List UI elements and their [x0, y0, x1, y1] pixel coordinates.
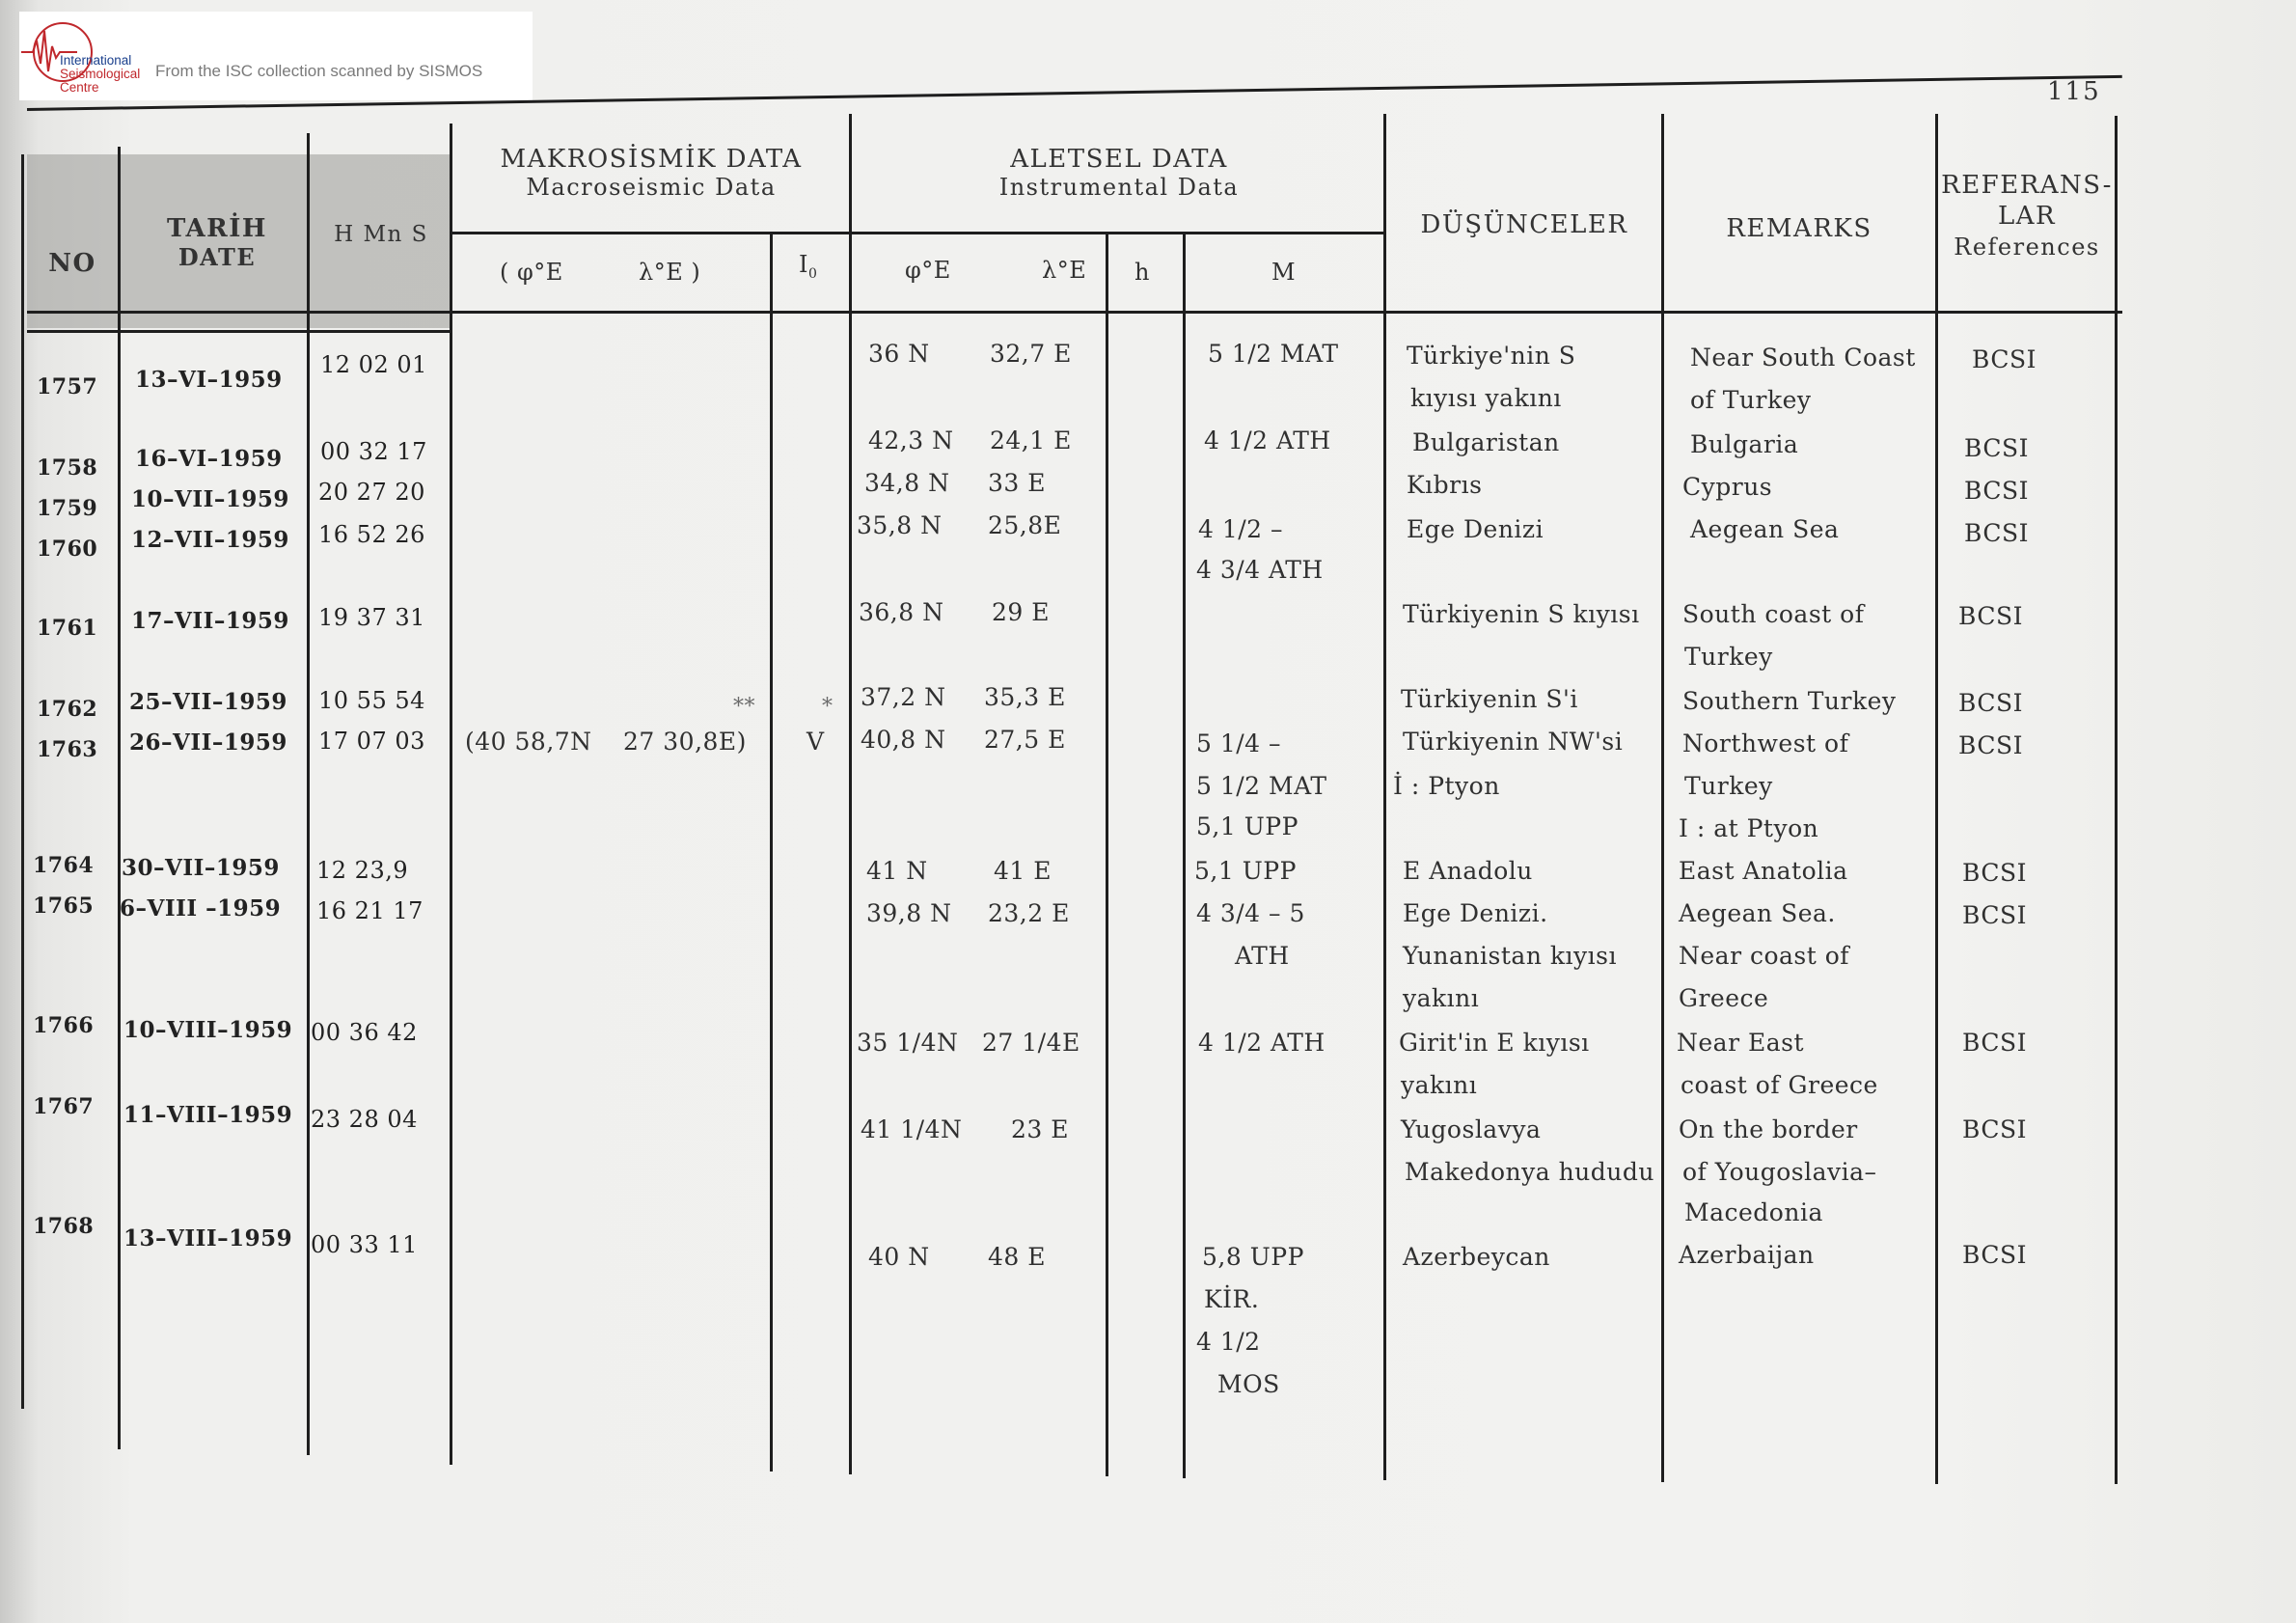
header-macro-lat: ( φ°E — [500, 259, 563, 286]
row-1757-ref: BCSI — [1972, 345, 2036, 373]
row-1768-no: 1768 — [33, 1214, 95, 1239]
row-1757-no: 1757 — [37, 374, 98, 399]
banner-caption: From the ISC collection scanned by SISMOS — [155, 62, 483, 80]
row-1766-date: 10–VIII–1959 — [123, 1017, 293, 1043]
row-1757-mag-0: 5 1/2 MAT — [1208, 340, 1339, 368]
row-1766-lon: 27 1/4E — [982, 1029, 1080, 1057]
row-1757-en-1: of Turkey — [1690, 386, 1812, 414]
row-1767-en-0: On the border — [1679, 1115, 1858, 1143]
row-1760-date: 12–VII–1959 — [131, 527, 289, 553]
row-1760-en-0: Aegean Sea — [1690, 515, 1840, 543]
row-1767-time: 23 28 04 — [311, 1106, 418, 1133]
row-1765-no: 1765 — [33, 894, 95, 919]
row-1761-time: 19 37 31 — [318, 604, 425, 631]
header-references: REFERANS- LAR References — [1941, 171, 2113, 261]
row-1762-lon: 35,3 E — [984, 683, 1066, 711]
header-instr-tr: ALETSEL DATA — [1010, 145, 1228, 174]
row-1758-mag-0: 4 1/2 ATH — [1204, 426, 1331, 454]
header-date-tr: TARİH — [167, 214, 267, 243]
row-1767-lon: 23 E — [1011, 1115, 1070, 1143]
row-1765-lon: 23,2 E — [988, 899, 1070, 927]
row-1757-time: 12 02 01 — [320, 351, 427, 378]
row-1767-no: 1767 — [33, 1094, 95, 1119]
row-1768-en-0: Azerbaijan — [1679, 1241, 1815, 1269]
row-1762-no: 1762 — [37, 697, 98, 722]
row-1765-tr-0: Ege Denizi. — [1403, 899, 1548, 927]
row-1764-time: 12 23,9 — [316, 857, 409, 884]
col-line-no — [118, 147, 121, 1449]
row-1758-no: 1758 — [37, 455, 98, 481]
row-1758-date: 16–VI–1959 — [135, 446, 283, 472]
row-1757-tr-1: kıyısı yakını — [1410, 384, 1562, 412]
row-1765-en-1: Near coast of — [1679, 942, 1850, 970]
row-1765-mag-1: ATH — [1235, 942, 1290, 970]
header-instr-lon: λ°E — [1042, 257, 1087, 284]
row-1766-en-0: Near East — [1677, 1029, 1805, 1057]
row-1757-lon: 32,7 E — [990, 340, 1072, 368]
isc-banner — [19, 12, 533, 100]
row-1757-en-0: Near South Coast — [1690, 344, 1916, 371]
row-1763-en-0: Northwest of — [1682, 729, 1849, 757]
col-line-thoughts — [1661, 114, 1664, 1482]
col-line-macro-i — [770, 232, 773, 1472]
row-1763-lon: 27,5 E — [984, 726, 1066, 754]
col-line-remarks — [1935, 114, 1938, 1484]
row-1760-time: 16 52 26 — [318, 521, 425, 548]
row-1762-star: * — [822, 695, 834, 719]
row-1766-mag-0: 4 1/2 ATH — [1198, 1029, 1326, 1057]
row-1763-tr-0: Türkiyenin NW'si — [1403, 728, 1624, 756]
row-1758-lat: 42,3 N — [868, 426, 954, 454]
header-macro-tr: MAKROSİSMİK DATA — [500, 145, 803, 174]
header-instrumental — [859, 145, 1380, 201]
row-1762-en-0: Southern Turkey — [1682, 687, 1897, 715]
page-number: 115 — [2047, 77, 2101, 106]
row-1763-macro-lat: (40 58,7N — [465, 728, 592, 756]
row-1767-lat: 41 1/4N — [861, 1115, 963, 1143]
col-line-date — [307, 133, 310, 1455]
row-1758-en-0: Bulgaria — [1690, 430, 1799, 458]
row-1759-time: 20 27 20 — [318, 479, 425, 506]
row-1764-lat: 41 N — [866, 857, 928, 885]
header-macro — [463, 145, 839, 201]
row-1768-time: 00 33 11 — [311, 1231, 418, 1258]
row-1768-lon: 48 E — [988, 1243, 1047, 1271]
row-1763-en-1: Turkey — [1684, 772, 1773, 800]
row-1759-ref: BCSI — [1964, 477, 2029, 505]
header-time: H Mn S — [334, 222, 428, 247]
row-1761-en-1: Turkey — [1684, 643, 1773, 671]
row-1760-lon: 25,8E — [988, 511, 1062, 539]
col-line-right — [2115, 116, 2118, 1484]
row-1766-lat: 35 1/4N — [857, 1029, 959, 1057]
row-1759-date: 10–VII–1959 — [131, 486, 289, 512]
row-1768-mag-2: 4 1/2 — [1196, 1328, 1261, 1356]
row-1768-mag-0: 5,8 UPP — [1202, 1243, 1304, 1271]
row-1758-lon: 24,1 E — [990, 426, 1072, 454]
header-depth: h — [1134, 259, 1150, 286]
row-1761-tr-0: Türkiyenin S kıyısı — [1403, 600, 1640, 628]
row-1759-lat: 34,8 N — [864, 469, 950, 497]
row-1761-no: 1761 — [37, 616, 98, 641]
row-1760-mag-1: 4 3/4 ATH — [1196, 556, 1324, 584]
row-1763-tr-1: İ : Ptyon — [1393, 772, 1500, 800]
row-1761-lat: 36,8 N — [859, 598, 944, 626]
header-date-en: DATE — [178, 243, 257, 271]
header-macro-en: Macroseismic Data — [526, 174, 777, 201]
row-1766-en-1: coast of Greece — [1681, 1071, 1878, 1099]
row-1760-lat: 35,8 N — [857, 511, 943, 539]
row-1768-tr-0: Azerbeycan — [1403, 1243, 1550, 1271]
row-1764-lon: 41 E — [994, 857, 1052, 885]
row-1766-no: 1766 — [33, 1013, 95, 1038]
row-1763-ref: BCSI — [1958, 731, 2023, 759]
col-line-h-m — [1183, 232, 1186, 1478]
row-1760-ref: BCSI — [1964, 519, 2029, 547]
row-1768-ref: BCSI — [1962, 1241, 2027, 1269]
row-1758-ref: BCSI — [1964, 434, 2029, 462]
row-1758-tr-0: Bulgaristan — [1412, 428, 1560, 456]
header-bottom-border-2 — [27, 330, 451, 333]
row-1768-date: 13–VIII–1959 — [123, 1225, 293, 1252]
row-1757-lat: 36 N — [868, 340, 930, 368]
row-1765-mag-0: 4 3/4 – 5 — [1196, 899, 1305, 927]
header-intensity: $I_0$ — [799, 251, 818, 282]
header-instr-en: Instrumental Data — [998, 174, 1240, 201]
header-instr-lat: φ°E — [905, 257, 951, 284]
row-1766-tr-0: Girit'in E kıyısı — [1399, 1029, 1590, 1057]
row-1764-en-0: East Anatolia — [1679, 857, 1848, 885]
row-1763-intensity: V — [806, 728, 825, 756]
row-1765-tr-2: yakını — [1403, 984, 1480, 1012]
row-1763-time: 17 07 03 — [318, 728, 425, 755]
row-1768-lat: 40 N — [868, 1243, 930, 1271]
header-mid-border — [451, 232, 1385, 234]
row-1764-mag-0: 5,1 UPP — [1194, 857, 1297, 885]
row-1763-macro-lon: 27 30,8E) — [623, 728, 747, 756]
row-1760-tr-0: Ege Denizi — [1407, 515, 1544, 543]
row-1763-no: 1763 — [37, 737, 98, 762]
row-1765-time: 16 21 17 — [316, 897, 424, 924]
row-1765-tr-1: Yunanistan kıyısı — [1403, 942, 1617, 970]
isc-logo-text: International Seismological Centre — [60, 53, 141, 95]
row-1764-tr-0: E Anadolu — [1403, 857, 1533, 885]
header-thoughts: DÜŞÜNCELER — [1420, 210, 1628, 239]
header-remarks: REMARKS — [1726, 214, 1872, 243]
row-1759-en-0: Cyprus — [1682, 473, 1773, 501]
row-1768-mag-3: MOS — [1217, 1370, 1280, 1398]
row-1767-ref: BCSI — [1962, 1115, 2027, 1143]
col-line-time — [450, 124, 452, 1465]
row-1763-mag-2: 5,1 UPP — [1196, 812, 1298, 840]
row-1762-tr-0: Türkiyenin S'i — [1401, 685, 1578, 713]
row-1766-tr-1: yakını — [1401, 1071, 1478, 1099]
row-1758-time: 00 32 17 — [320, 438, 427, 465]
row-1757-tr-0: Türkiye'nin S — [1407, 342, 1576, 370]
col-line-left — [21, 154, 24, 1409]
row-1766-time: 00 36 42 — [311, 1019, 418, 1046]
row-1765-date: 6–VIII –1959 — [120, 895, 282, 922]
header-date — [135, 214, 299, 271]
row-1763-date: 26–VII–1959 — [129, 729, 287, 756]
row-1764-no: 1764 — [33, 853, 95, 878]
header-magnitude: M — [1271, 259, 1297, 286]
row-1761-date: 17–VII–1959 — [131, 608, 289, 634]
row-1759-lon: 33 E — [988, 469, 1047, 497]
row-1762-lat: 37,2 N — [861, 683, 946, 711]
col-line-macro — [849, 114, 852, 1474]
row-1767-en-1: of Yougoslavia– — [1682, 1158, 1877, 1186]
header-no: NO — [48, 249, 96, 278]
row-1767-tr-0: Yugoslavya — [1401, 1115, 1542, 1143]
row-1760-mag-0: 4 1/2 – — [1198, 515, 1284, 543]
row-1767-tr-1: Makedonya hududu — [1405, 1158, 1654, 1186]
row-1766-ref: BCSI — [1962, 1029, 2027, 1057]
row-1762-date: 25–VII–1959 — [129, 689, 287, 715]
col-line-instr — [1383, 114, 1386, 1480]
row-1761-lon: 29 E — [992, 598, 1051, 626]
row-1762-double-star: ** — [733, 695, 755, 719]
row-1761-en-0: South coast of — [1682, 600, 1865, 628]
header-macro-lon: λ°E ) — [639, 259, 701, 286]
row-1765-lat: 39,8 N — [866, 899, 952, 927]
col-line-lon-h — [1106, 232, 1108, 1476]
row-1763-mag-1: 5 1/2 MAT — [1196, 772, 1327, 800]
row-1759-tr-0: Kıbrıs — [1407, 471, 1483, 499]
row-1764-date: 30–VII–1959 — [122, 855, 280, 881]
row-1762-time: 10 55 54 — [318, 687, 425, 714]
row-1767-en-2: Macedonia — [1684, 1198, 1823, 1226]
row-1759-no: 1759 — [37, 496, 98, 521]
row-1762-ref: BCSI — [1958, 689, 2023, 717]
row-1763-mag-0: 5 1/4 – — [1196, 729, 1282, 757]
row-1761-ref: BCSI — [1958, 602, 2023, 630]
row-1768-mag-1: KİR. — [1204, 1285, 1260, 1313]
row-1767-date: 11–VIII–1959 — [123, 1102, 293, 1128]
row-1757-date: 13–VI–1959 — [135, 367, 283, 393]
row-1765-en-0: Aegean Sea. — [1679, 899, 1836, 927]
row-1765-en-2: Greece — [1679, 984, 1769, 1012]
row-1765-ref: BCSI — [1962, 901, 2027, 929]
row-1763-en-2: I : at Ptyon — [1679, 814, 1819, 842]
row-1763-lat: 40,8 N — [861, 726, 946, 754]
row-1764-ref: BCSI — [1962, 859, 2027, 887]
header-bottom-border — [27, 311, 2122, 314]
row-1760-no: 1760 — [37, 536, 98, 562]
